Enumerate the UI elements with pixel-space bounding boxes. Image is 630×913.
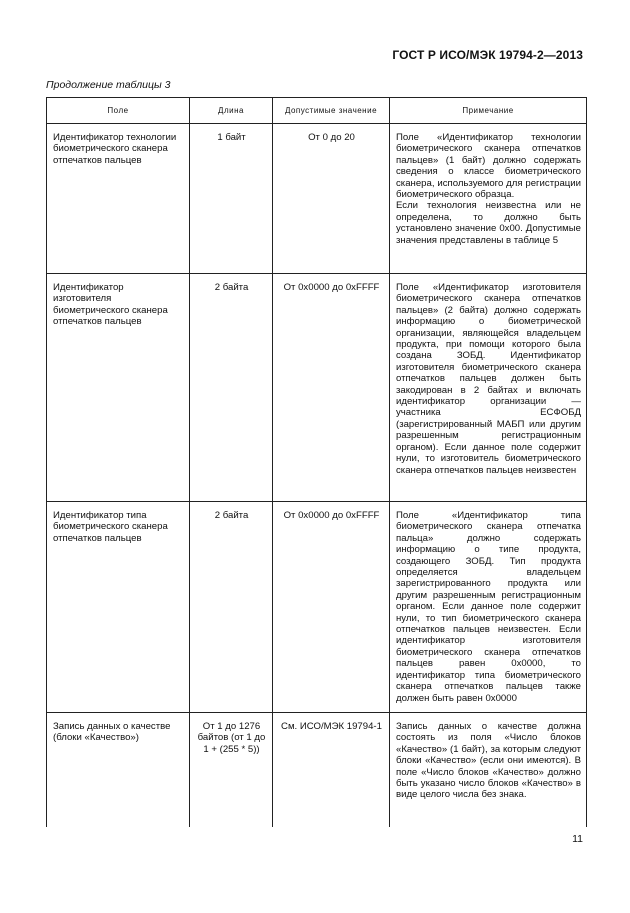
table-row: [47, 274, 587, 502]
note-paragraph: Поле «Идентификатор изготовителя биометрического сканера отпечатков пальцев» (2 байта) должно содержать информацию о биометрической организации, являющейся владельцем продукта, при помощи которого была создана ЗОБД. Идентификатор изготовителя биометрического сканера отпечатков пальцев должен быть закодирован в 2 байтах и включать идентификатор организации — участника ЕСФОБД (зарегистрированный МАБП или другим разрешенным регистрационным органом). Если данное поле содержит нули, то изготовитель биометрического сканера отпечатков пальцев неизвестен: [396, 282, 581, 476]
cell-length: 2 байта: [190, 502, 273, 713]
cell-length: 1 байт: [190, 124, 273, 274]
note-paragraph: Если технология неизвестна или не определена, то должно быть установлено значение 0x00. Допустимые значения представлены в таблице 5: [396, 200, 581, 246]
table-row: [47, 713, 587, 827]
cell-note: [390, 124, 587, 274]
table-row: [47, 124, 587, 274]
cell-field: Идентификатор изготовителя биометрического сканера отпечатков пальцев: [47, 274, 190, 502]
note-paragraph: Поле «Идентификатор типа биометрического сканера отпечатка пальца» должно содержать информацию о типе продукта, создающего ЗОБД. Тип продукта определяется владельцем зарегистрированного продукта или другим разрешенным регистрационным органом. Если данное поле содержит нули, то тип биометрического сканера отпечатков пальцев неизвестен. Если идентификатор изготовителя биометрического сканера отпечатков пальцев равен 0x0000, то идентификатор типа биометрического сканера отпечатков пальцев также должен быть равен 0x0000: [396, 510, 581, 704]
page-number: 11: [572, 833, 583, 845]
cell-field: Запись данных о качестве (блоки «Качество»): [47, 713, 190, 827]
cell-note: [390, 713, 587, 827]
cell-note: [390, 502, 587, 713]
data-table: [46, 97, 587, 827]
document-code: ГОСТ Р ИСО/МЭК 19794-2—2013: [392, 48, 583, 62]
cell-note: [390, 274, 587, 502]
table-header-row: [47, 98, 587, 124]
table-row: [47, 502, 587, 713]
cell-field: Идентификатор технологии биометрического сканера отпечатков пальцев: [47, 124, 190, 274]
cell-allowed-values: От 0x0000 до 0xFFFF: [273, 502, 390, 713]
column-header-field: Поле: [47, 98, 190, 124]
cell-length: От 1 до 1276 байтов (от 1 до 1 + (255 * 5)): [190, 713, 273, 827]
column-header-allowed-values: Допустимые значение: [273, 98, 390, 124]
column-header-note: Примечание: [390, 98, 587, 124]
note-paragraph: Запись данных о качестве должна состоять из поля «Число блоков «Качество» (1 байт), за которым следуют блоки «Качество» (если они имеются). В поле «Число блоков «Качество» должно быть указано число блоков «Качество» в виде целого числа без знака.: [396, 721, 581, 801]
column-header-length: Длина: [190, 98, 273, 124]
note-paragraph: Поле «Идентификатор технологии биометрического сканера отпечатков пальцев» (1 байт) должно содержать сведения о классе биометрического сканера, используемого для регистрации биометрического образца.: [396, 132, 581, 201]
cell-field: Идентификатор типа биометрического сканера отпечатков пальцев: [47, 502, 190, 713]
cell-allowed-values: От 0 до 20: [273, 124, 390, 274]
cell-length: 2 байта: [190, 274, 273, 502]
cell-allowed-values: От 0x0000 до 0xFFFF: [273, 274, 390, 502]
table-caption: Продолжение таблицы 3: [46, 79, 171, 91]
cell-allowed-values: См. ИСО/МЭК 19794-1: [273, 713, 390, 827]
